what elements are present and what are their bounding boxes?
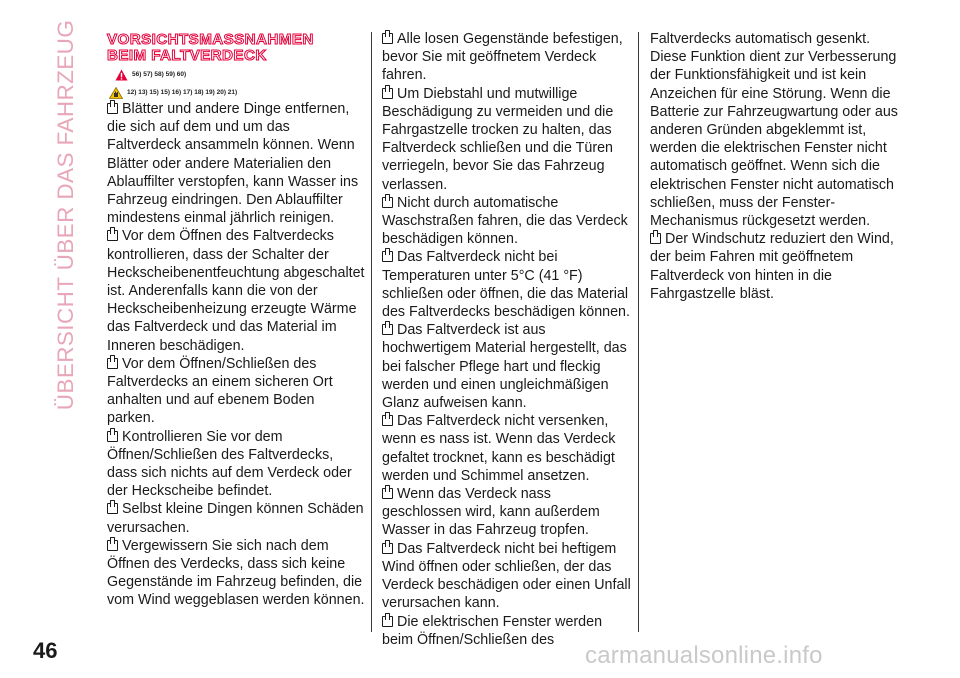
bullet-paragraph: Der Windschutz reduziert den Wind, der beim Fahren mit geöffnetem Faltverdeck von hinten in die Fahrgastzelle bläst. (650, 231, 894, 302)
bullet-paragraph: Vor dem Öffnen/Schließen des Faltverdecks an einem sicheren Ort anhalten und auf ebenem Boden parken. (107, 355, 333, 427)
checkbox-bullet-icon (382, 415, 393, 426)
bullet-paragraph: Vergewissern Sie sich nach dem Öffnen des Verdecks, dass sich keine Gegenstände im Fahrzeug befinden, die vom Wind weggeblasen werden können. (107, 537, 365, 609)
checkbox-bullet-icon (650, 233, 661, 244)
bullet-paragraph: Wenn das Verdeck nass geschlossen wird, kann außerdem Wasser in das Fahrzeug tropfen. (382, 486, 600, 539)
checkbox-bullet-icon (107, 103, 118, 114)
checkbox-bullet-icon (382, 488, 393, 499)
bullet-paragraph: Das Faltverdeck nicht bei heftigem Wind öffnen oder schließen, der das Verdeck beschädigen oder einen Unfall verursachen kann. (382, 540, 631, 612)
caution-hand-icon (109, 87, 123, 99)
checkbox-bullet-icon (107, 431, 118, 442)
checkbox-bullet-icon (107, 230, 118, 241)
warning-references (115, 69, 365, 81)
text-column-1 (107, 30, 365, 610)
bullet-paragraph: Die elektrischen Fenster werden beim Öffnen/Schließen des (382, 613, 603, 648)
text-column-2 (382, 30, 632, 649)
checkbox-bullet-icon (382, 251, 393, 262)
checkbox-bullet-icon (107, 540, 118, 551)
watermark: carmanualsonline.info (585, 642, 823, 669)
side-section-title-text: ÜBERSICHT ÜBER DAS FAHRZEUG (53, 19, 79, 411)
caution-references (109, 87, 365, 99)
bullet-paragraph: Nicht durch automatische Waschstraßen fahren, die das Verdeck beschädigen können. (382, 194, 628, 248)
side-section-title (46, 19, 86, 411)
caution-reference-numbers: 12) 13) 15) 15) 16) 17) 18) 19) 20) 21) (127, 89, 238, 96)
page-number: 46 (33, 638, 58, 663)
bullet-paragraph: Alle losen Gegenstände befestigen, bevor Sie mit geöffnetem Verdeck fahren. (382, 31, 623, 84)
checkbox-bullet-icon (382, 543, 393, 554)
checkbox-bullet-icon (107, 503, 118, 514)
section-heading-line: BEIM FALTVERDECK (107, 46, 267, 64)
bullet-paragraph: Das Faltverdeck nicht bei Temperaturen unter 5°C (41 °F) schließen oder öffnen, die das Material des Faltverdecks beschädigen können. (382, 249, 630, 321)
checkbox-bullet-icon (382, 324, 393, 335)
bullet-paragraph: Selbst kleine Dingen können Schäden verursachen. (107, 501, 364, 536)
warning-reference-numbers: 56) 57) 58) 59) 60) (132, 71, 187, 78)
text-column-3 (650, 30, 900, 303)
warning-triangle-icon (115, 69, 128, 81)
bullet-paragraph: Um Diebstahl und mutwillige Beschädigung zu vermeiden und die Fahrgastzelle trocken zu halten, das Faltverdeck schließen und die Türen verriegeln, bevor Sie das Fahrzeug verlassen. (382, 85, 614, 193)
checkbox-bullet-icon (107, 358, 118, 369)
bullet-paragraph: Blätter und andere Dinge entfernen, die sich auf dem und um das Faltverdeck ansammeln können. Wenn Blätter oder andere Materialien den Ablauffilter verstopfen, kann Wasser ins Fahrzeug eindringen. Den Ablauffilter mindestens einmal jährlich reinigen. (107, 101, 359, 227)
section-heading (107, 32, 365, 63)
checkbox-bullet-icon (382, 197, 393, 208)
bullet-paragraph: Das Faltverdeck nicht versenken, wenn es nass ist. Wenn das Verdeck gefaltet trocknet, kann es beschädigt werden und Schimmel ansetzen. (382, 413, 616, 484)
bullet-paragraph: Vor dem Öffnen des Faltverdecks kontrollieren, dass der Schalter der Heckscheibenentfeuchtung abgeschaltet ist. Anderenfalls kann die von der Heckscheibenheizung erzeugte Wärme das Faltverdeck und das Material im Inneren beschädigen. (107, 228, 365, 354)
checkbox-bullet-icon (382, 88, 393, 99)
column-divider (371, 32, 372, 632)
section-heading-line: VORSICHTSMASSNAHMEN (107, 31, 314, 48)
bullet-paragraph: Das Faltverdeck ist aus hochwertigem Material hergestellt, das bei falscher Pflege hart und fleckig werden und einen ungleichmäßigen Glanz aufweisen kann. (382, 322, 627, 412)
checkbox-bullet-icon (382, 33, 393, 44)
continued-paragraph: Faltverdecks automatisch gesenkt. Diese Funktion dient zur Verbesserung der Funktionsfähigkeit und ist kein Anzeichen für eine Störung. Wenn die Batterie zur Fahrzeugwartung oder aus anderen Gründen abgeklemmt ist, werden die elektrischen Fenster nicht automatisch geöffnet. Wenn sich die elektrischen Fenster nicht automatisch schließen, muss der Fenster-Mechanismus rückgesetzt werden. (650, 31, 898, 230)
column-divider (638, 32, 639, 632)
checkbox-bullet-icon (382, 616, 393, 627)
bullet-paragraph: Kontrollieren Sie vor dem Öffnen/Schließen des Faltverdecks, dass sich nichts auf dem Verdeck oder der Heckscheibe befindet. (107, 428, 352, 500)
